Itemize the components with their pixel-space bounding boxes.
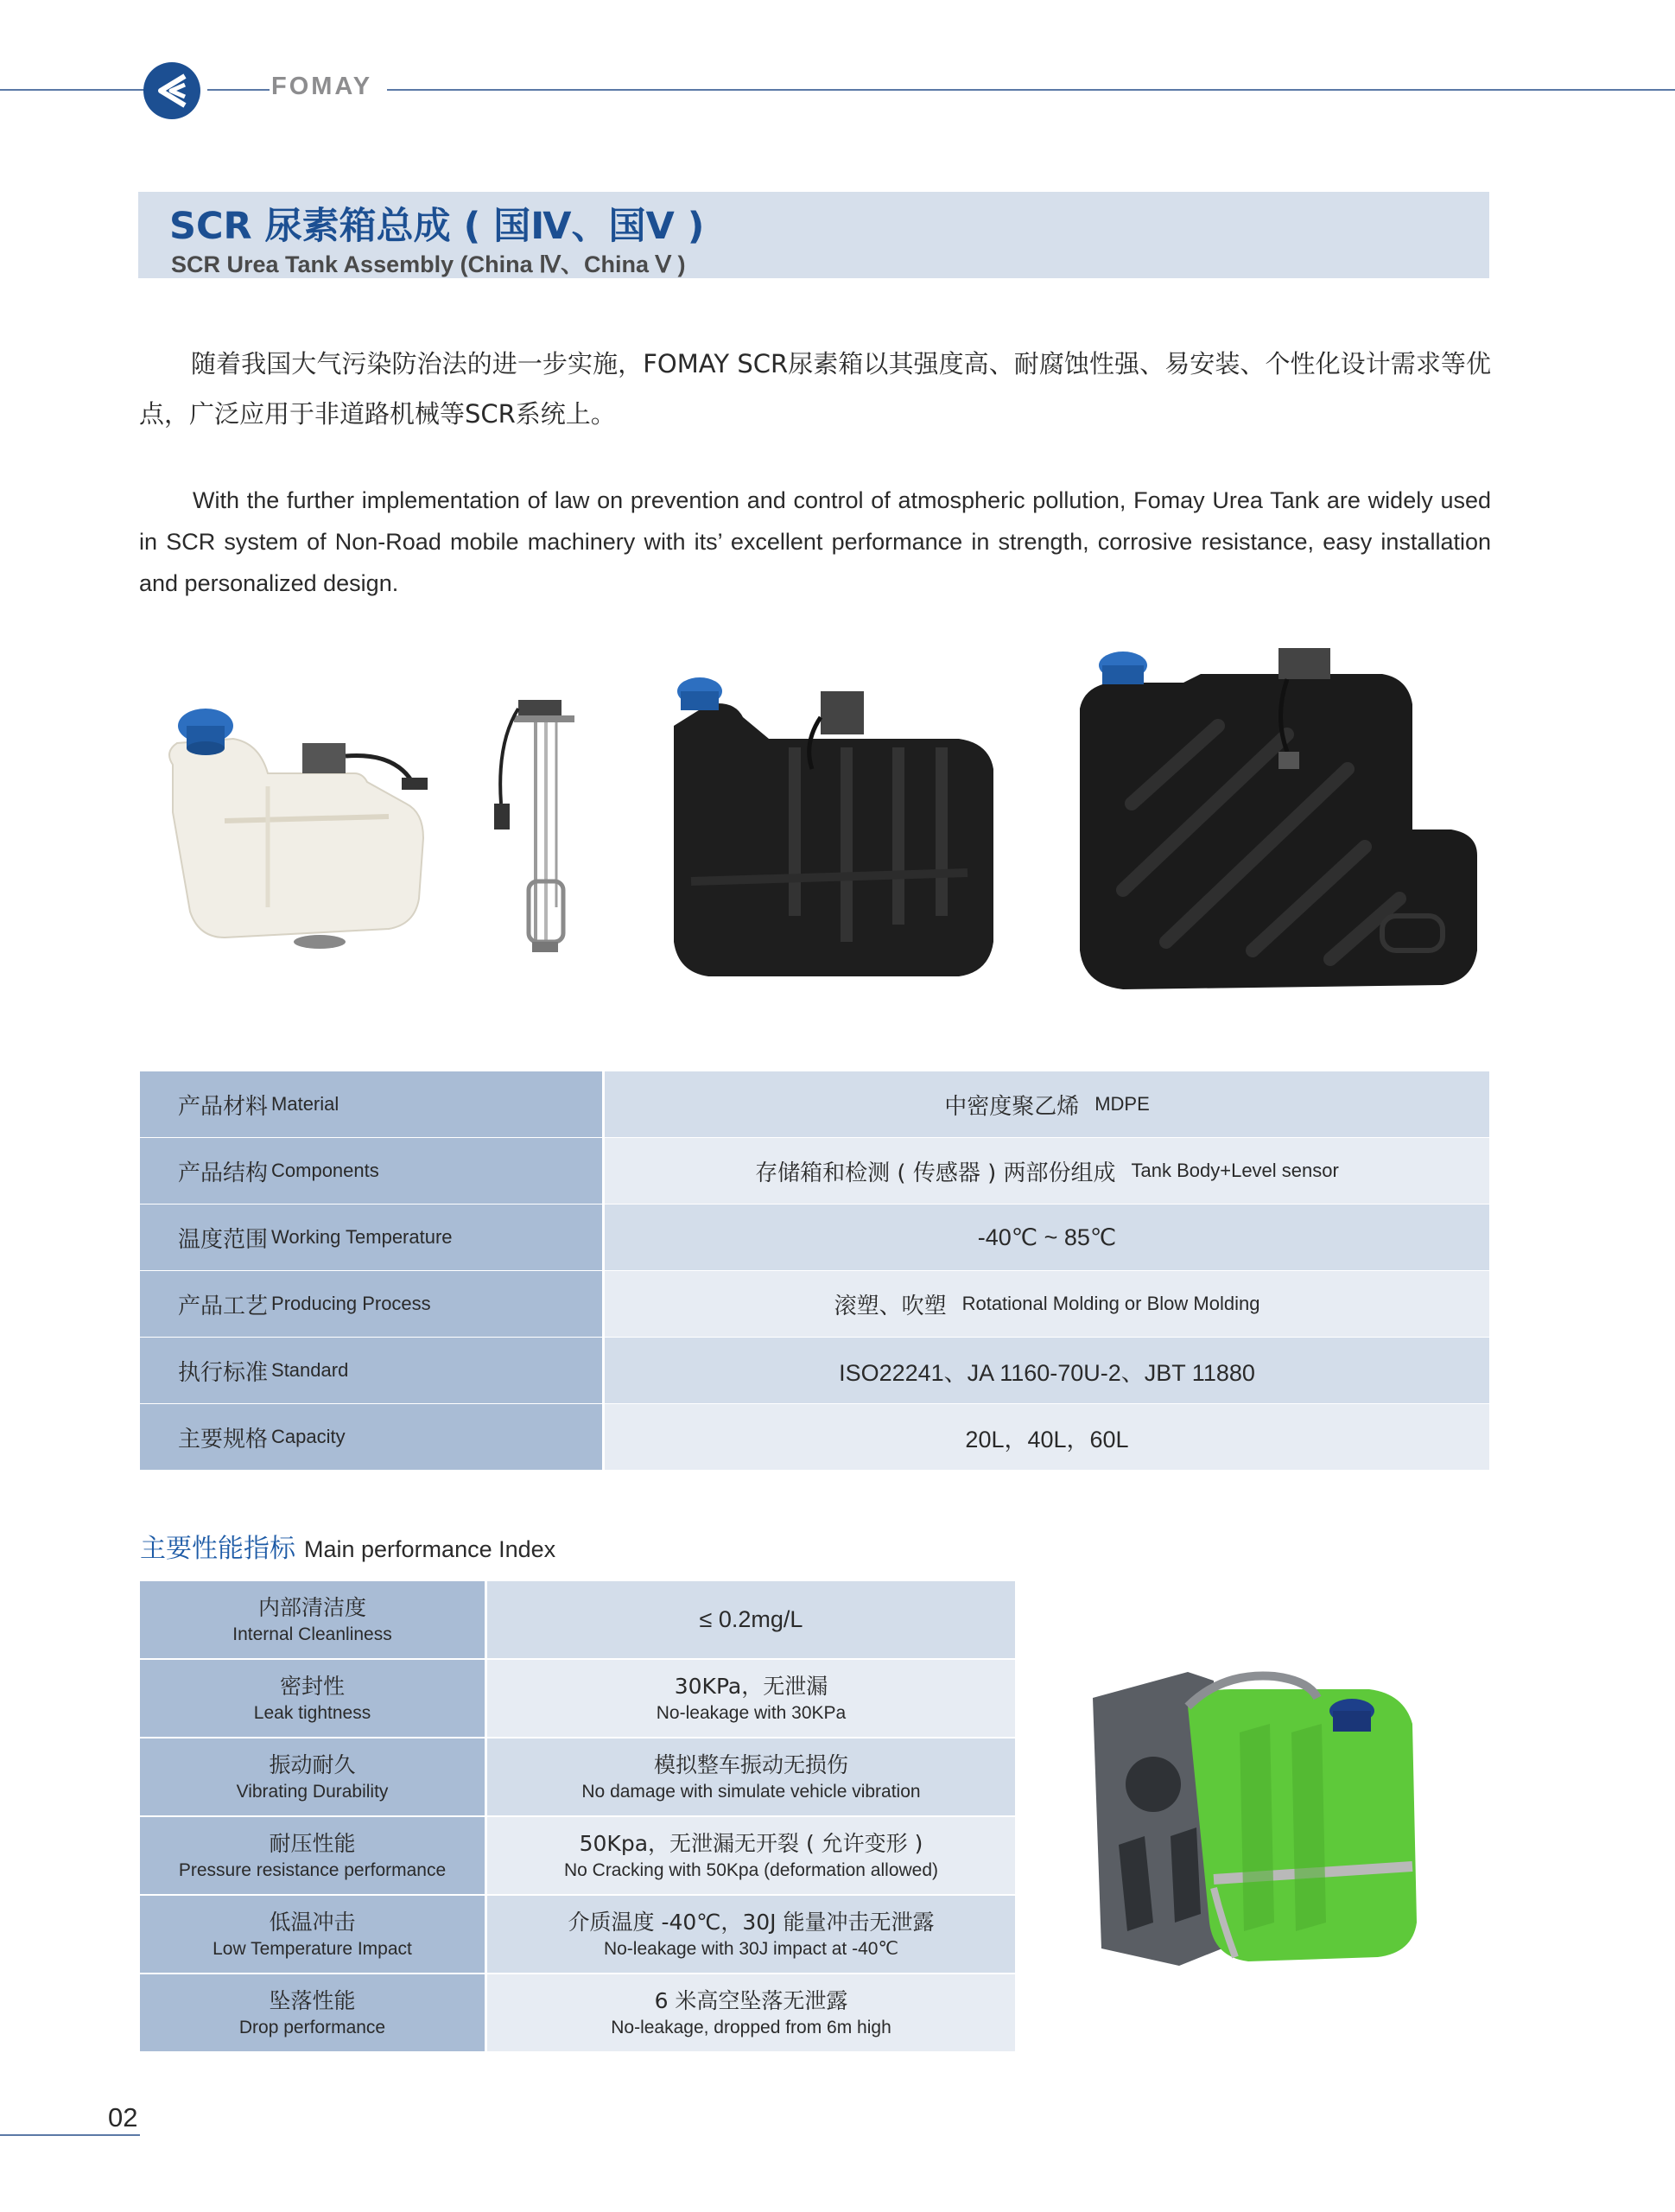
spec-value-cn: 中密度聚乙烯 (944, 1093, 1080, 1120)
spec-label-en: Material (271, 1093, 339, 1115)
header-rule-left (0, 89, 147, 91)
performance-label-en: Internal Cleanliness (232, 1624, 392, 1644)
spec-label (140, 1071, 605, 1137)
large-black-urea-tank-image (1071, 639, 1486, 1002)
spec-label-cn: 产品工艺 (178, 1293, 269, 1319)
performance-value (487, 1660, 1015, 1737)
performance-value-cn: 6 米高空坠落无泄露 (654, 1987, 848, 2013)
performance-label-cn: 内部清洁度 (257, 1594, 366, 1620)
spec-value-cn: 滚塑、吹塑 (834, 1293, 947, 1319)
performance-value-en: No-leakage, dropped from 6m high (611, 2017, 891, 2037)
performance-value-en: No Cracking with 50Kpa (deformation allowed) (563, 1859, 939, 1880)
spec-label (140, 1338, 605, 1403)
performance-label-cn: 密封性 (279, 1673, 345, 1699)
spec-label-en: Standard (271, 1359, 349, 1381)
intro-paragraph-en: With the further implementation of law on prevention and control of atmospheric pollution, Fomay Urea Tank are widely used in SCR system of Non-Road mobile machinery with its’ excellent performance in strength, corrosive resistance, easy installation and personalized design. (139, 487, 1491, 596)
spec-label-en: Producing Process (271, 1293, 431, 1314)
level-sensor-image (484, 691, 605, 959)
performance-value-cn: 模拟整车振动无损伤 (653, 1751, 848, 1777)
performance-label-en: Pressure resistance performance (178, 1859, 447, 1880)
spec-label-en: Components (271, 1160, 379, 1181)
intro-paragraph-cn: 随着我国大气污染防治法的进一步实施，FOMAY SCR尿素箱以其强度高、耐腐蚀性强、易安装、个性化设计需求等优点，广泛应用于非道路机械等SCR系统上。 (139, 349, 1491, 429)
performance-heading-cn: 主要性能指标 (140, 1534, 295, 1564)
performance-value (487, 1974, 1015, 2051)
spec-label (140, 1138, 605, 1204)
performance-label (140, 1660, 487, 1737)
performance-label (140, 1817, 487, 1894)
performance-row-leak-tightness (140, 1658, 1015, 1737)
page-number: 02 (108, 2102, 138, 2133)
performance-label-cn: 坠落性能 (269, 1987, 356, 2013)
performance-value-en: No-leakage with 30KPa (656, 1702, 847, 1723)
performance-value (487, 1738, 1015, 1815)
spec-row-producing-process (140, 1270, 1489, 1337)
performance-row-vibrating-durability (140, 1737, 1015, 1815)
performance-label (140, 1974, 487, 2051)
spec-row-working-temperature (140, 1204, 1489, 1270)
spec-value-en: MDPE (1094, 1093, 1150, 1115)
page-title-en: SCR Urea Tank Assembly (China Ⅳ、China Ⅴ ) (171, 251, 686, 277)
spec-label-cn: 执行标准 (178, 1359, 269, 1386)
performance-heading-en: Main performance Index (304, 1536, 556, 1562)
spec-row-standard (140, 1337, 1489, 1403)
spec-row-capacity (140, 1403, 1489, 1470)
performance-value-cn: 介质温度 -40℃，30J 能量冲击无泄露 (568, 1909, 935, 1935)
spec-value-en: Tank Body+Level sensor (1131, 1160, 1339, 1181)
performance-value-en: No-leakage with 30J impact at -40℃ (603, 1938, 899, 1959)
header-rule-middle (207, 89, 270, 91)
performance-label (140, 1896, 487, 1973)
spec-row-components (140, 1137, 1489, 1204)
white-urea-tank-image (138, 691, 466, 950)
spec-value: ISO22241、JA 1160-70U-2、JBT 11880 (605, 1338, 1489, 1403)
performance-value-text: ≤ 0.2mg/L (699, 1606, 803, 1632)
performance-label-en: Vibrating Durability (236, 1781, 389, 1802)
performance-row-drop-performance (140, 1973, 1015, 2051)
spec-label (140, 1205, 605, 1270)
performance-value (487, 1581, 1015, 1658)
spec-label-cn: 产品材料 (178, 1093, 269, 1120)
spec-value (605, 1071, 1489, 1137)
black-urea-tank-image (657, 657, 1002, 985)
performance-value (487, 1896, 1015, 1973)
spec-label (140, 1271, 605, 1337)
performance-label-en: Leak tightness (253, 1702, 371, 1723)
footer-rule (0, 2134, 140, 2136)
performance-label-cn: 低温冲击 (269, 1909, 356, 1935)
page-title-cn: SCR 尿素箱总成 ( 国Ⅳ、国Ⅴ ) (169, 205, 705, 248)
spec-row-material (140, 1071, 1489, 1137)
performance-row-low-temperature-impact (140, 1894, 1015, 1973)
performance-label (140, 1738, 487, 1815)
performance-value-cn: 30KPa，无泄漏 (674, 1673, 828, 1699)
green-tank-bracket-image (1084, 1663, 1447, 1974)
performance-row-internal-cleanliness (140, 1581, 1015, 1658)
spec-label-cn: 产品结构 (178, 1160, 269, 1186)
performance-label-en: Drop performance (238, 2017, 386, 2037)
spec-value: 20L，40L，60L (605, 1404, 1489, 1470)
spec-value (605, 1271, 1489, 1337)
header-rule-right (387, 89, 1675, 91)
spec-table (140, 1071, 1489, 1470)
performance-row-pressure-resistance (140, 1815, 1015, 1894)
fomay-logo-icon (142, 60, 202, 121)
spec-value: -40℃ ~ 85℃ (605, 1205, 1489, 1270)
spec-label-cn: 主要规格 (178, 1426, 269, 1452)
spec-value-cn: 存储箱和检测 ( 传感器 ) 两部份组成 (755, 1160, 1116, 1186)
spec-label-cn: 温度范围 (178, 1226, 269, 1253)
spec-value-en: Rotational Molding or Blow Molding (961, 1293, 1260, 1314)
performance-value-cn: 50Kpa，无泄漏无开裂 ( 允许变形 ) (579, 1830, 923, 1856)
brand-name: FOMAY (271, 73, 373, 100)
spec-label (140, 1404, 605, 1470)
spec-label-en: Capacity (271, 1426, 346, 1447)
spec-value (605, 1138, 1489, 1204)
performance-label (140, 1581, 487, 1658)
performance-table (140, 1581, 1015, 2051)
performance-label-en: Low Temperature Impact (213, 1938, 412, 1959)
spec-label-en: Working Temperature (271, 1226, 453, 1248)
performance-label-cn: 振动耐久 (269, 1751, 356, 1777)
performance-value (487, 1817, 1015, 1894)
performance-value-en: No damage with simulate vehicle vibration (581, 1781, 921, 1802)
performance-heading (140, 1527, 555, 1565)
performance-label-cn: 耐压性能 (269, 1830, 356, 1856)
